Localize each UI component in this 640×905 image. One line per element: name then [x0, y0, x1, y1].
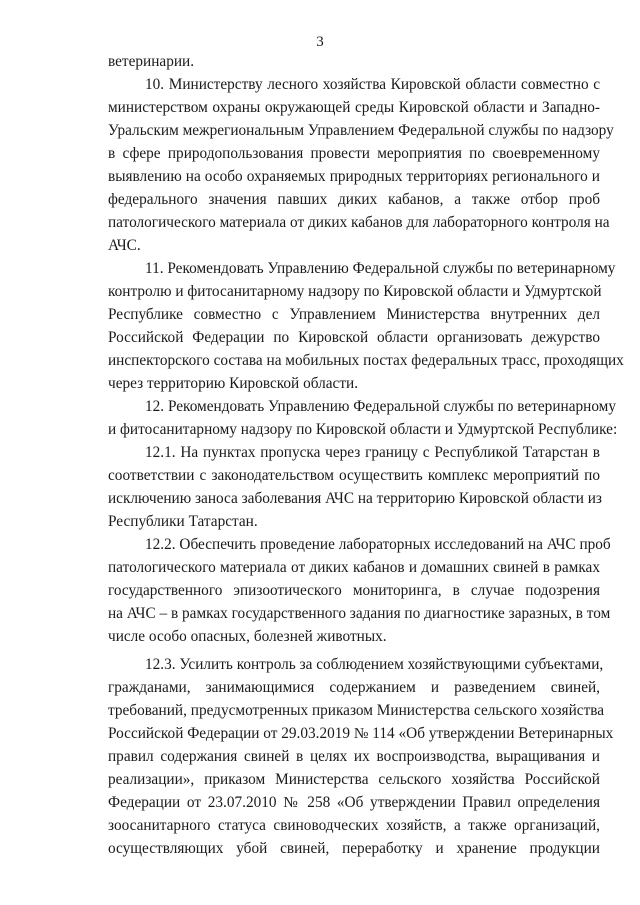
text-line: 12.1. На пунктах пропуска через границу с Республикой Татарстан в [145, 444, 600, 461]
text-line: федерального значения павших диких кабанов, а также отбор проб [108, 191, 600, 208]
text-line: Российской Федерации от 29.03.2019 № 114 «Об утверждении Ветеринарных [108, 725, 614, 742]
text-line: государственного эпизоотического мониторинга, в случае подозрения [108, 582, 600, 599]
text-line: контролю и фитосанитарному надзору по Кировской области и Удмуртской [108, 283, 602, 300]
text-line: ветеринарии. [108, 53, 195, 70]
text-line: АЧС. [108, 237, 141, 254]
text-line: зоосанитарного статуса свиноводческих хозяйств, а также организаций, [108, 817, 600, 834]
text-line: патологического материала от диких кабанов и домашних свиней в рамках [108, 559, 600, 576]
text-line: на АЧС – в рамках государственного задания по диагностике заразных, в том [108, 605, 611, 622]
page-number: 3 [316, 34, 324, 50]
text-line: и фитосанитарному надзору по Кировской области и Удмуртской Республике: [108, 421, 618, 438]
text-line: инспекторского состава на мобильных постах федеральных трасс, проходящих [108, 352, 624, 369]
text-line: Республики Татарстан. [108, 513, 258, 530]
text-line: 10. Министерству лесного хозяйства Кировской области совместно с [145, 76, 600, 93]
text-line: гражданами, занимающимися содержанием и разведением свиней, [108, 679, 600, 696]
text-line: Республике совместно с Управлением Министерства внутренних дел [108, 306, 600, 323]
text-line: 11. Рекомендовать Управлению Федеральной службы по ветеринарному [145, 260, 616, 277]
text-line: Федерации от 23.07.2010 № 258 «Об утверждении Правил определения [108, 794, 600, 811]
text-line: выявлению на особо охраняемых природных территориях регионального и [108, 168, 600, 185]
text-line: 12. Рекомендовать Управлению Федеральной службы по ветеринарному [145, 398, 616, 415]
text-line: Уральским межрегиональным Управлением Федеральной службы по надзору [108, 122, 614, 139]
text-line: требований, предусмотренных приказом Министерства сельского хозяйства [108, 702, 605, 719]
text-line: Российской Федерации по Кировской области организовать дежурство [108, 329, 600, 346]
text-line: реализации», приказом Министерства сельского хозяйства Российской [108, 771, 600, 788]
text-line: числе особо опасных, болезней животных. [108, 628, 387, 645]
text-line: через территорию Кировской области. [108, 375, 359, 392]
text-line: осуществляющих убой свиней, переработку и хранение продукции [108, 840, 600, 857]
text-line: в сфере природопользования провести мероприятия по своевременному [108, 145, 600, 162]
text-line: 12.3. Усилить контроль за соблюдением хозяйствующими субъектами, [145, 656, 604, 673]
text-line: министерством охраны окружающей среды Кировской области и Западно- [108, 99, 600, 116]
text-line: 12.2. Обеспечить проведение лабораторных исследований на АЧС проб [145, 536, 611, 553]
text-line: патологического материала от диких кабанов для лабораторного контроля на [108, 214, 610, 231]
text-line: исключению заноса заболевания АЧС на территорию Кировской области из [108, 490, 602, 507]
text-line: соответствии с законодательством осуществить комплекс мероприятий по [108, 467, 600, 484]
text-line: правил содержания свиней в целях их воспроизводства, выращивания и [108, 748, 600, 765]
